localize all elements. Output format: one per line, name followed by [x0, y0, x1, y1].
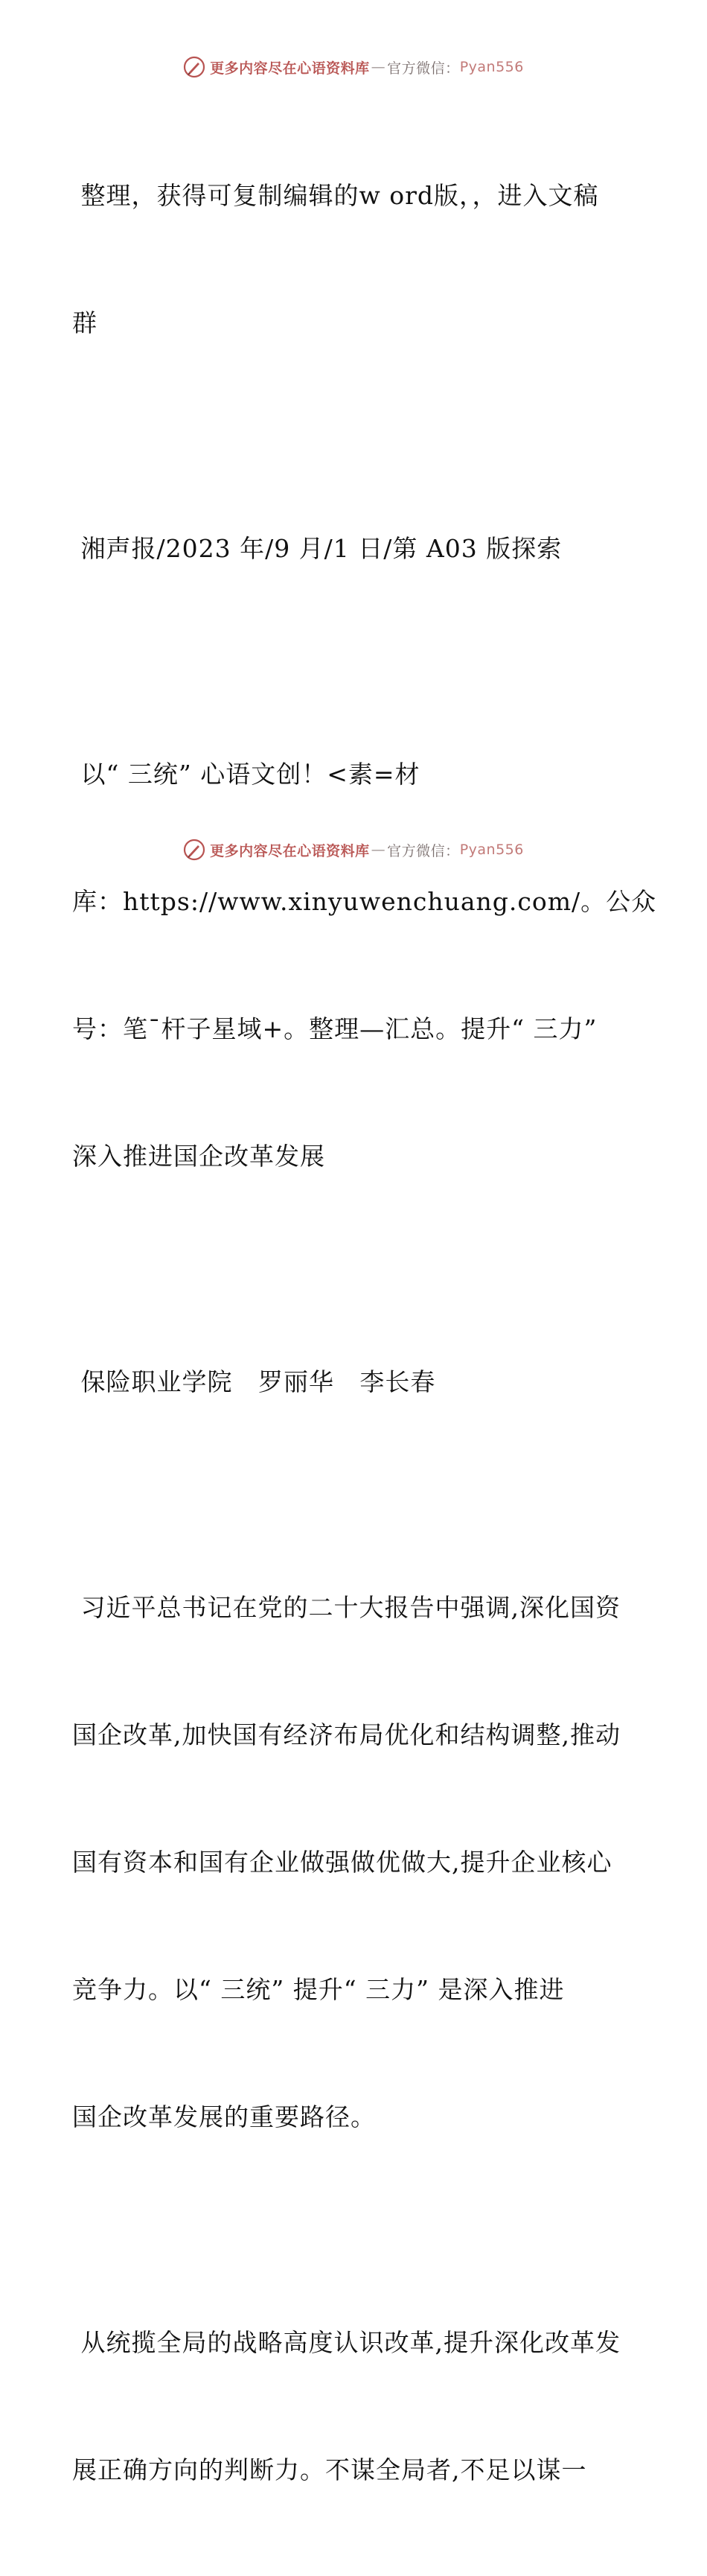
- paragraph-authors: [72, 1276, 638, 1488]
- quill-logo-icon: [183, 839, 205, 861]
- text-line: 从统揽全局的战略高度认识改革,提升深化改革发: [72, 2328, 621, 2357]
- paragraph-source: [72, 442, 638, 655]
- paragraph-title: [72, 668, 657, 1262]
- watermark-brand-text: 更多内容尽在心语资料库: [210, 60, 370, 77]
- text-line: 国有资本和国有企业做强做优做大,提升企业核心: [72, 1848, 612, 1877]
- paragraph-intro: [72, 89, 638, 429]
- text-line: 保险职业学院 罗丽华 李长春: [72, 1367, 436, 1396]
- quill-logo-icon: [183, 56, 205, 78]
- text-line: 整理，获得可复制编辑的w ord版，，进入文稿: [72, 181, 599, 210]
- text-line: 深入推进国企改革发展: [72, 1142, 325, 1171]
- text-line: 展正确方向的判断力。不谋全局者,不足以谋一: [72, 2455, 587, 2484]
- watermark-wechat-id: Pyan556: [459, 59, 524, 75]
- watermark-brand-text: 更多内容尽在心语资料库: [210, 842, 370, 859]
- text-line: 群: [72, 308, 97, 337]
- text-line: 湘声报/2023 年/9 月/1 日/第 A03 版探索: [72, 534, 563, 563]
- watermark-separator: —: [371, 59, 386, 75]
- text-line: 竞争力。以“ 三统” 提升“ 三力” 是深入推进: [72, 1975, 565, 2004]
- text-line: 国企改革发展的重要路径。: [72, 2102, 376, 2131]
- watermark-label: 官方微信：: [387, 60, 460, 77]
- watermark-separator: —: [371, 842, 386, 858]
- paragraph-body-2: [72, 2236, 638, 2576]
- text-line: 国企改革,加快国有经济布局优化和结构调整,推动: [72, 1720, 621, 1749]
- text-line: 以“ 三统” 心语文创！<素=材: [72, 760, 420, 789]
- document-body: [72, 89, 657, 2576]
- text-line: 号：笔¯杆子星域+。整理—汇总。提升“ 三力”: [72, 1014, 598, 1043]
- paragraph-body-1: [72, 1501, 638, 2223]
- header-watermark: [0, 54, 707, 80]
- watermark-wechat-id: Pyan556: [459, 842, 524, 858]
- footer-watermark: [0, 836, 707, 863]
- text-line: 习近平总书记在党的二十大报告中强调,深化国资: [72, 1593, 621, 1622]
- text-line: 库：https://www.xinyuwenchuang.com/。公众: [72, 887, 657, 916]
- watermark-label: 官方微信：: [387, 842, 460, 859]
